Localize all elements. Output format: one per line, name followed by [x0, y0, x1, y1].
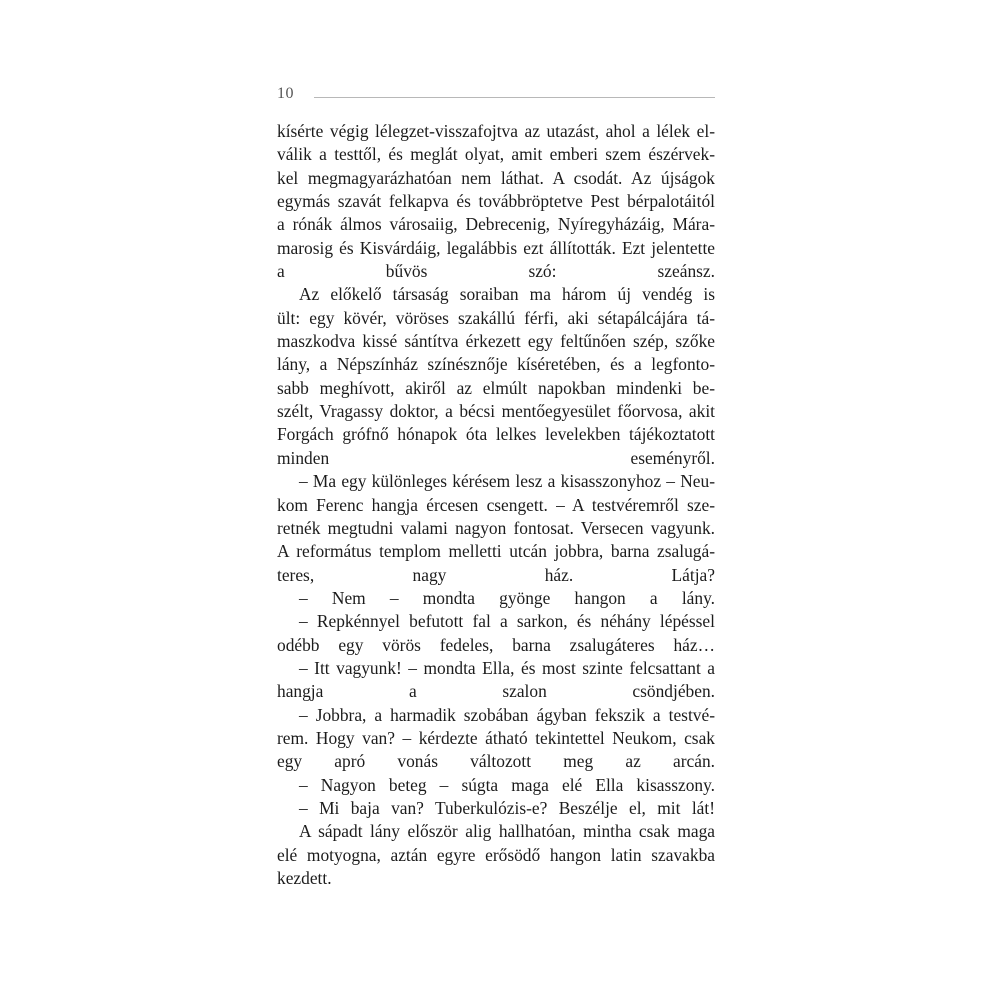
paragraph — [277, 610, 715, 657]
page-number: 10 — [277, 85, 294, 102]
text-line: maszkodva kissé sántítva érkezett egy feltűnően szép, szőke — [277, 331, 715, 352]
text-line: A sápadt lány először alig hallhatóan, mintha csak maga — [299, 821, 715, 842]
text-line: teres, nagy ház. Látja? — [277, 564, 715, 585]
paragraph — [277, 587, 715, 610]
text-line: – Mi baja van? Tuberkulózis-e? Beszélje el, mit lát! — [299, 797, 715, 818]
text-line: – Nem – mondta gyönge hangon a lány. — [299, 587, 715, 608]
paragraph — [277, 283, 715, 470]
text-line: elé motyogna, aztán egyre erősödő hangon latin szavakba — [277, 844, 715, 865]
running-header — [277, 84, 715, 106]
text-line: egy apró vonás változott meg az arcán. — [277, 751, 715, 772]
paragraph — [277, 797, 715, 820]
paragraph — [277, 657, 715, 704]
text-line: Az előkelő társaság soraiban ma három új vendég is — [299, 284, 715, 305]
text-line: a rónák álmos városaiig, Debrecenig, Nyíregyházáig, Mára- — [277, 214, 715, 235]
text-line: minden eseményről. — [277, 447, 715, 468]
text-line: marosig és Kisvárdáig, legalábbis ezt állították. Ezt jelentette — [277, 237, 715, 258]
text-line: hangja a szalon csöndjében. — [277, 681, 715, 702]
text-line: Forgách grófnő hónapok óta lelkes levelekben tájékoztatott — [277, 424, 715, 445]
header-rule — [314, 97, 715, 98]
text-line: kel megmagyarázhatóan nem láthat. A csodát. Az újságok — [277, 167, 715, 188]
text-line: A református templom melletti utcán jobbra, barna zsalugá- — [277, 541, 715, 562]
text-line: szélt, Vragassy doktor, a bécsi mentőegyesület főorvosa, akit — [277, 401, 715, 422]
paragraph — [277, 774, 715, 797]
paragraph — [277, 820, 715, 890]
text-line: kísérte végig lélegzet-visszafojtva az utazást, ahol a lélek el- — [277, 121, 715, 141]
paragraph — [277, 470, 715, 587]
text-line: rem. Hogy van? – kérdezte átható tekintettel Neukom, csak — [277, 727, 715, 748]
text-line: – Itt vagyunk! – mondta Ella, és most szinte felcsattant a — [299, 657, 715, 678]
text-line: egymás szavát felkapva és továbbröptetve Pest bérpalotáitól — [277, 191, 715, 212]
body-text — [277, 120, 715, 890]
paragraph — [277, 704, 715, 774]
text-line: kom Ferenc hangja ércesen csengett. – A testvéremről sze- — [277, 494, 715, 515]
text-line: sabb meghívott, akiről az elmúlt napokban mindenki be- — [277, 377, 715, 398]
text-line: odébb egy vörös fedeles, barna zsalugáteres ház… — [277, 634, 715, 655]
text-line: ült: egy kövér, vöröses szakállú férfi, aki sétapálcájára tá- — [277, 307, 715, 328]
text-line: – Repkénnyel befutott fal a sarkon, és néhány lépéssel — [299, 611, 715, 632]
text-line: a bűvös szó: szeánsz. — [277, 261, 715, 282]
paragraph — [277, 120, 715, 283]
text-line: – Jobbra, a harmadik szobában ágyban fekszik a testvé- — [299, 704, 715, 725]
text-line: válik a testtől, és meglát olyat, amit emberi szem észérvek- — [277, 144, 715, 165]
text-line: kezdett. — [277, 868, 332, 888]
text-line: lány, a Népszínház színésznője kíséretében, és a legfonto- — [277, 354, 715, 375]
text-line: – Nagyon beteg – súgta maga elé Ella kisasszony. — [299, 774, 715, 795]
text-line: – Ma egy különleges kérésem lesz a kisasszonyhoz – Neu- — [299, 471, 715, 492]
text-line: retnék megtudni valami nagyon fontosat. Versecen vagyunk. — [277, 517, 715, 538]
